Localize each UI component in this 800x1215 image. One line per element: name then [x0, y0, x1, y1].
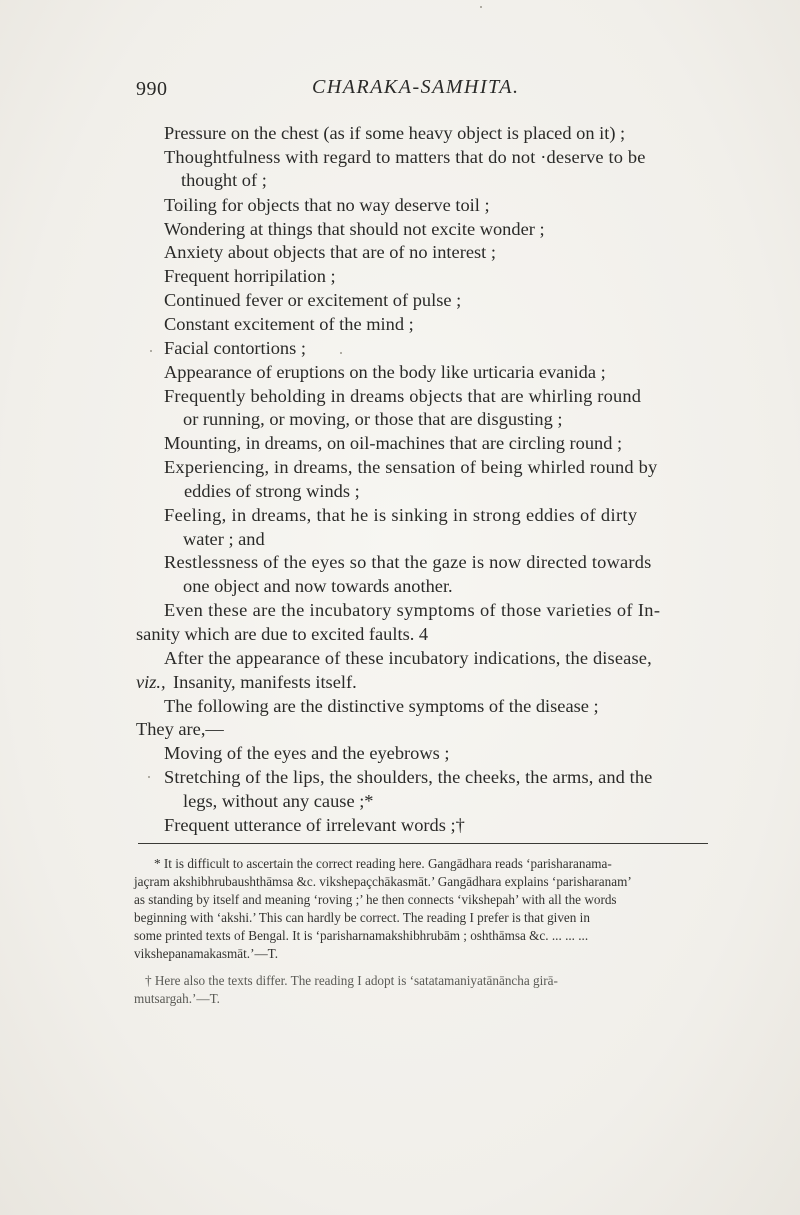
text-line: Continued fever or excitement of pulse ;	[164, 290, 462, 310]
text-line: They are,—	[136, 719, 224, 739]
text-line: Frequent horripilation ;	[164, 266, 336, 286]
text-line: Moving of the eyes and the eyebrows ;	[164, 743, 450, 763]
text-line: legs, without any cause ;*	[183, 791, 374, 811]
text-line: or running, or moving, or those that are disgusting ;	[183, 409, 563, 429]
text-line: one object and now towards another.	[183, 576, 453, 596]
footnote-line: jaçram akshibhrubaushthāmsa &c. vikshepaçchākasmāt.’ Gangādhara explains ‘parisharanam’	[134, 874, 632, 889]
footnote-line: beginning with ‘akshi.’ This can hardly be correct. The reading I prefer is that given in	[134, 910, 590, 925]
text-line: Appearance of eruptions on the body like urticaria evanida ;	[164, 362, 606, 382]
text-line: Insanity, manifests itself.	[173, 672, 357, 692]
paper-speck	[150, 350, 152, 352]
footnote-divider	[138, 843, 708, 844]
text-line: Wondering at things that should not excite wonder ;	[164, 219, 545, 239]
text-line: sanity which are due to excited faults. 4	[136, 624, 429, 644]
text-line: Anxiety about objects that are of no interest ;	[164, 242, 496, 262]
footnote-line: some printed texts of Bengal. It is ‘parisharnamakshibhrubām ; oshthāmsa &c. ... ... ...	[134, 928, 589, 943]
text-line: Frequent utterance of irrelevant words ;†	[164, 815, 465, 835]
paper-speck	[480, 6, 482, 8]
text-line: Restlessness of the eyes so that the gaze is now directed towards	[164, 552, 652, 572]
text-line: Experiencing, in dreams, the sensation of being whirled round by	[164, 457, 658, 477]
text-line: Facial contortions ;	[164, 338, 306, 358]
text-line: Stretching of the lips, the shoulders, the cheeks, the arms, and the	[164, 767, 653, 787]
footnote-line: mutsargah.’—T.	[134, 991, 220, 1006]
text-line: Frequently beholding in dreams objects that are whirling round	[164, 386, 642, 406]
footnote-line: vikshepanamakasmāt.’—T.	[134, 946, 279, 961]
text-line: Toiling for objects that no way deserve toil ;	[164, 195, 490, 215]
text-line: The following are the distinctive symptoms of the disease ;	[164, 696, 599, 716]
text-line: thought of ;	[181, 170, 267, 190]
footnote-line: † Here also the texts differ. The reading I adopt is ‘satatamaniyatānāncha girā-	[145, 973, 558, 988]
running-title: CHARAKA-SAMHITA.	[312, 76, 520, 98]
running-head	[0, 76, 800, 102]
text-line: water ; and	[183, 529, 265, 549]
paper-speck	[148, 776, 150, 778]
paper-speck	[340, 352, 342, 354]
text-line: Pressure on the chest (as if some heavy object is placed on it) ;	[164, 123, 626, 143]
text-line: Constant excitement of the mind ;	[164, 314, 414, 334]
text-line: Thoughtfulness with regard to matters that do not ·deserve to be	[164, 147, 646, 167]
page-number: 990	[136, 78, 168, 100]
footnote-line: * It is difficult to ascertain the correct reading here. Gangādhara reads ‘parisharanama-	[154, 856, 612, 871]
text-line: After the appearance of these incubatory indications, the disease,	[164, 648, 652, 668]
footnote-line: as standing by itself and meaning ‘roving ;’ he then connects ‘vikshepah’ with all the words	[134, 892, 617, 907]
text-line-italic: viz.,	[136, 672, 166, 692]
text-line: Even these are the incubatory symptoms of those varieties of In-	[164, 600, 661, 620]
text-line: eddies of strong winds ;	[184, 481, 360, 501]
text-line: Mounting, in dreams, on oil-machines that are circling round ;	[164, 433, 623, 453]
text-line: Feeling, in dreams, that he is sinking in strong eddies of dirty	[164, 505, 638, 525]
